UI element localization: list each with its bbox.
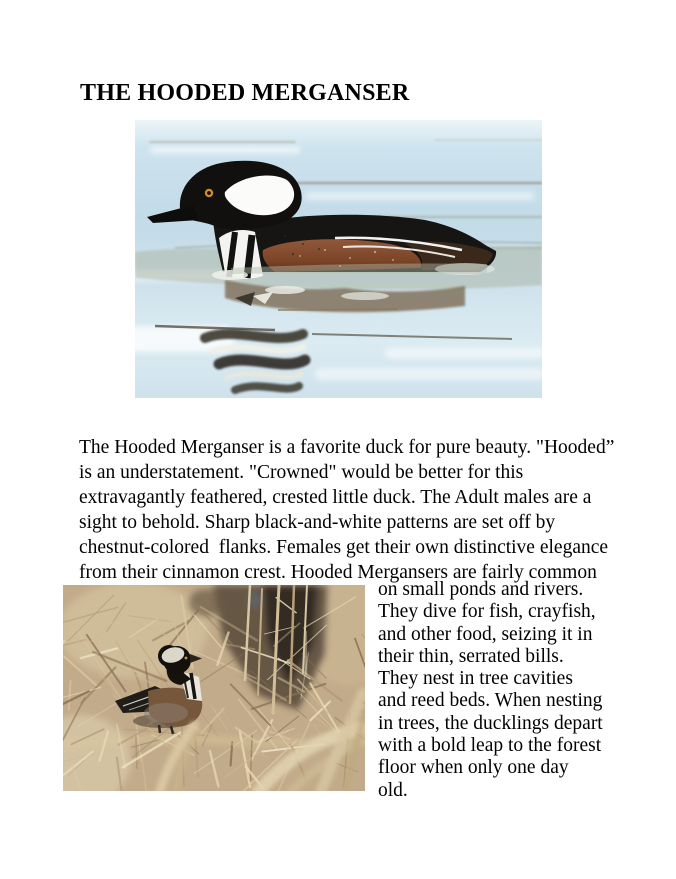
inset-photo-merganser-in-reeds [63,585,365,791]
text-line: sight to behold. Sharp black-and-white patterns are set off by [79,512,556,533]
merganser-swimming-illustration [135,120,542,398]
page-title: THE HOODED MERGANSER [80,80,410,106]
hero-photo-merganser-swimming [135,120,542,398]
text-line: on small ponds and rivers. [378,579,584,600]
text-line: floor when only one day [378,757,569,779]
text-line: is an understatement. "Crowned" would be better for this [79,462,524,483]
text-line: and other food, seizing it in [378,623,593,645]
text-line: extravagantly feathered, crested little duck. The Adult males are a [79,487,592,508]
text-line: their thin, serrated bills. [378,645,564,667]
text-line: with a bold leap to the forest [378,735,602,757]
image-text-row [63,579,603,802]
wrapped-paragraph [378,579,603,802]
merganser-in-reeds-illustration [63,585,365,791]
article-body [79,435,615,802]
text-line: from their cinnamon crest. Hooded Mergansers are fairly common [79,562,597,583]
text-line: They nest in tree cavities [378,668,573,690]
text-line: The Hooded Merganser is a favorite duck for pure beauty. "Hooded” [79,437,615,458]
text-line: They dive for fish, crayfish, [378,601,596,623]
text-line: old. [378,779,408,801]
text-line: and reed beds. When nesting [378,690,603,712]
text-line: in trees, the ducklings depart [378,712,603,734]
intro-paragraph [79,435,615,585]
text-line: chestnut-colored flanks. Females get their own distinctive elegance [79,537,609,558]
